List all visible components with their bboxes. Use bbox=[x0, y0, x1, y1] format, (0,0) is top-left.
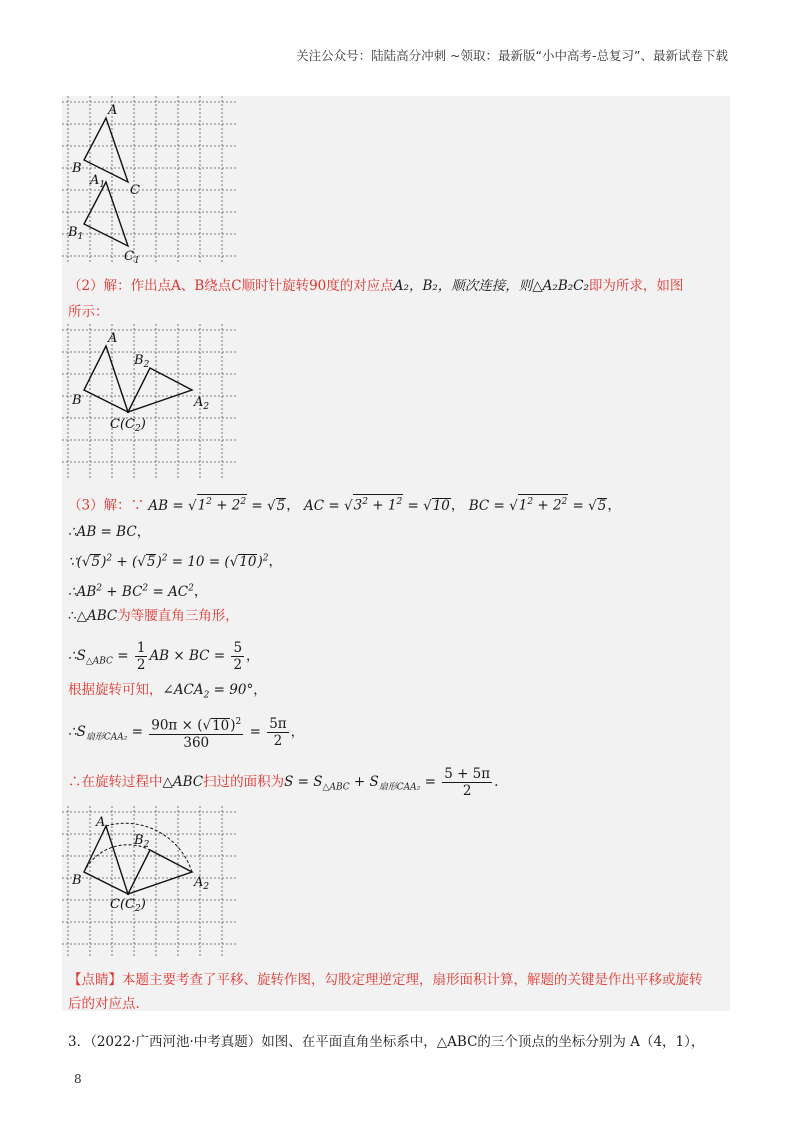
part3-line6: $\therefore S_{\triangle ABC}$ = $\frac{1}{2}$ AB × BC = $\frac{5}{2}$ ， bbox=[68, 640, 260, 673]
label-B: B bbox=[72, 873, 82, 888]
part3-line3: $\because(√5)^2 + (√5)^2 = 10 = (√10)^2$， bbox=[68, 553, 282, 570]
part3-line8: $\therefore S_{扇形CAA_2}$ = $\frac{90\pi \times (√10)^2}{360}$ = $\frac{5\pi}{2}$ ， bbox=[68, 715, 305, 751]
label-B: B bbox=[72, 393, 82, 408]
grid bbox=[62, 806, 236, 956]
part3-line1: （3）解：∵ AB = $√1^2 + 2^2 = √5$， AC = $√3^2 + 1^2 = √10$， BC = $√1^2 + 2^2 = √5$， bbox=[68, 494, 621, 516]
part2-line2: 所示： bbox=[68, 304, 109, 320]
grid bbox=[62, 96, 236, 262]
triangle-abc bbox=[84, 826, 128, 894]
label-A2: $A_2$ bbox=[194, 875, 210, 892]
question-3: 3．（2022·广西河池·中考真题）如图、在平面直角坐标系中，△ABC的三个顶点的坐标分别为 A（4，1）， bbox=[68, 1034, 705, 1050]
figure-rotation bbox=[62, 324, 238, 480]
label-B2: $B_2$ bbox=[134, 833, 150, 850]
part3-line2: ∴AB = BC， bbox=[68, 524, 151, 540]
label-A: A bbox=[96, 815, 106, 830]
label-C-C2: $C(C_2)$ bbox=[110, 417, 146, 434]
label-B1: $B_1$ bbox=[68, 225, 84, 242]
part3-line7: 根据旋转可知，$\angle ACA_2 = 90^\circ$， bbox=[68, 682, 267, 701]
part3-line4: $\therefore AB^2 + BC^2 = AC^2$， bbox=[68, 583, 208, 600]
part2-line1: （2）解：作出点A、B绕点C顺时针旋转90度的对应点A₂，B₂，顺次连接，则△A₂B₂C₂即为所求，如图 bbox=[68, 278, 684, 294]
grid bbox=[62, 324, 236, 478]
label-C: C bbox=[130, 183, 140, 198]
comment-line1: 【点睛】本题主要考查了平移、旋转作图，勾股定理逆定理，扇形面积计算，解题的关键是作出平移或旋转 bbox=[68, 972, 703, 988]
label-C-C2: $C(C_2)$ bbox=[110, 897, 146, 914]
triangle-a2b2c2 bbox=[128, 850, 192, 894]
label-A: A bbox=[108, 331, 118, 346]
part3-line5: ∴△ABC为等腰直角三角形， bbox=[68, 608, 239, 624]
figure-translation bbox=[62, 96, 238, 264]
figure-swept-area bbox=[62, 806, 238, 958]
triangle-a1b1c1 bbox=[84, 182, 128, 246]
comment-line2: 后的对应点. bbox=[68, 996, 140, 1012]
part3-line9: ∴在旋转过程中△ABC扫过的面积为$S = S_{\triangle ABC} + S_{扇形CAA_2}$ = $\frac{5 + 5\pi}{2}$ . bbox=[68, 766, 499, 799]
label-C1: $C_1$ bbox=[124, 249, 140, 264]
triangle-abc bbox=[84, 346, 128, 412]
label-A: A bbox=[108, 103, 118, 118]
label-A1: $A_1$ bbox=[90, 173, 106, 190]
label-B: B bbox=[72, 161, 82, 176]
page-header: 关注公众号：陆陆高分冲刺 ~领取：最新版“小中高考-总复习”、最新试卷下载 bbox=[296, 48, 728, 63]
label-B2: $B_2$ bbox=[134, 353, 150, 370]
triangle-a2b2c2 bbox=[128, 368, 192, 412]
label-A2: $A_2$ bbox=[194, 395, 210, 412]
page-number: 8 bbox=[74, 1072, 82, 1086]
